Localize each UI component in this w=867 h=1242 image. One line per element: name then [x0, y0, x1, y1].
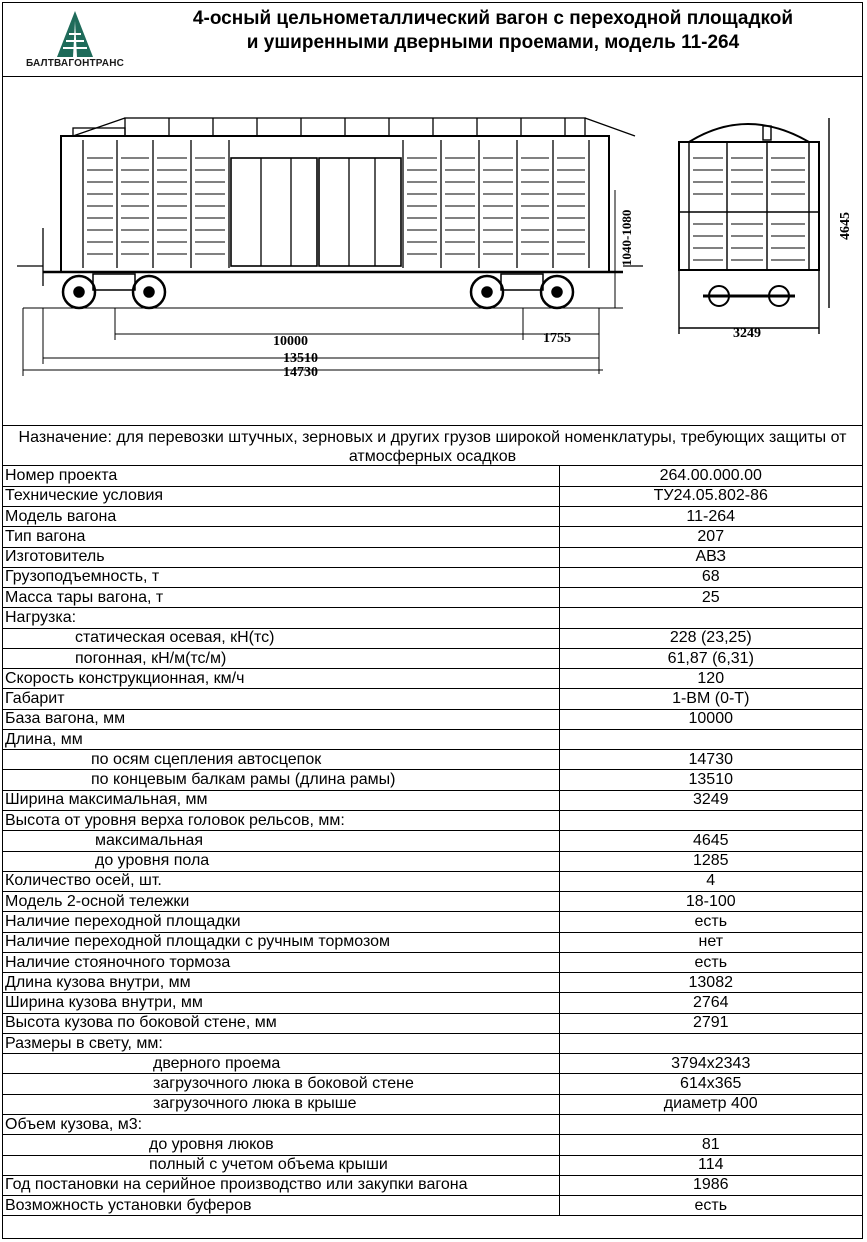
dim-overhang: 1755 — [543, 331, 571, 346]
title-line-1: 4-осный цельнометаллический вагон с переходной площадкой — [192, 8, 794, 29]
dim-length: 14730 — [283, 365, 318, 380]
table-row — [3, 689, 862, 709]
spec-label: дверного проема — [3, 1054, 559, 1074]
table-row — [3, 1094, 862, 1114]
wagon-drawing — [3, 78, 862, 426]
table-row — [3, 1013, 862, 1033]
spec-label: Возможность установки буферов — [3, 1196, 559, 1216]
table-row — [3, 952, 862, 972]
spec-label: Тип вагона — [3, 527, 559, 547]
bogies — [23, 274, 623, 308]
table-row — [3, 669, 862, 689]
spec-value: 11-264 — [559, 507, 862, 527]
spec-value: нет — [559, 932, 862, 952]
table-row — [3, 709, 862, 729]
dim-frame: 13510 — [283, 351, 318, 366]
spec-label: по осям сцепления автосцепок — [3, 750, 559, 770]
table-row — [3, 486, 862, 506]
spec-value: 228 (23,25) — [559, 628, 862, 648]
spec-value: есть — [559, 912, 862, 932]
header — [3, 3, 862, 77]
spec-value: 61,87 (6,31) — [559, 648, 862, 668]
spec-value: 1285 — [559, 851, 862, 871]
table-row — [3, 851, 862, 871]
spec-value: 3249 — [559, 790, 862, 810]
spec-value: есть — [559, 952, 862, 972]
title-line-2: и уширенными дверными проемами, модель 11-264 — [246, 32, 740, 53]
spec-label: загрузочного люка в крыше — [3, 1094, 559, 1114]
spec-value: 1986 — [559, 1175, 862, 1195]
spec-label: Длина, мм — [3, 729, 559, 749]
table-row — [3, 993, 862, 1013]
spec-value: 2791 — [559, 1013, 862, 1033]
table-row — [3, 750, 862, 770]
spec-value — [559, 608, 862, 628]
table-row — [3, 1175, 862, 1195]
spec-label: Количество осей, шт. — [3, 871, 559, 891]
spec-value: 3794х2343 — [559, 1054, 862, 1074]
spec-value: 4645 — [559, 831, 862, 851]
spec-label: Изготовитель — [3, 547, 559, 567]
table-row — [3, 1054, 862, 1074]
spec-value: 13082 — [559, 973, 862, 993]
table-row — [3, 608, 862, 628]
spec-label: по концевым балкам рамы (длина рамы) — [3, 770, 559, 790]
brand-logo — [17, 11, 133, 69]
spec-value: 4 — [559, 871, 862, 891]
spec-value — [559, 729, 862, 749]
page-title — [133, 7, 853, 55]
wagon-schematic — [3, 78, 862, 426]
brand-name: БАЛТВАГОНТРАНС — [25, 58, 125, 69]
spec-value: диаметр 400 — [559, 1094, 862, 1114]
table-row — [3, 527, 862, 547]
spec-label: Ширина максимальная, мм — [3, 790, 559, 810]
dim-floor: 1040-1080 — [619, 209, 634, 266]
table-row — [3, 1155, 862, 1175]
rail-track-logo-icon — [57, 11, 93, 57]
table-row — [3, 1196, 862, 1216]
wall-slats — [87, 158, 585, 254]
spec-label: погонная, кН/м(тс/м) — [3, 648, 559, 668]
table-row — [3, 628, 862, 648]
spec-value — [559, 1033, 862, 1053]
end-view — [679, 118, 829, 334]
spec-label: Грузоподъемность, т — [3, 567, 559, 587]
table-row — [3, 932, 862, 952]
table-row — [3, 1074, 862, 1094]
table-row — [3, 1135, 862, 1155]
table-row — [3, 790, 862, 810]
table-row — [3, 811, 862, 831]
table-row — [3, 567, 862, 587]
spec-label: до уровня люков — [3, 1135, 559, 1155]
spec-value: 18-100 — [559, 892, 862, 912]
spec-value — [559, 1115, 862, 1135]
spec-value: 81 — [559, 1135, 862, 1155]
spec-value: 14730 — [559, 750, 862, 770]
spec-label: максимальная — [3, 831, 559, 851]
spec-label: Нагрузка: — [3, 608, 559, 628]
spec-sheet — [2, 2, 863, 1239]
spec-value: АВЗ — [559, 547, 862, 567]
dim-width: 3249 — [733, 326, 761, 341]
spec-value: есть — [559, 1196, 862, 1216]
spec-value: ТУ24.05.802-86 — [559, 486, 862, 506]
spec-label: полный с учетом объема крыши — [3, 1155, 559, 1175]
dim-base: 10000 — [273, 334, 308, 349]
spec-label: Ширина кузова внутри, мм — [3, 993, 559, 1013]
table-row — [3, 1115, 862, 1135]
purpose-text: Назначение: для перевозки штучных, зерновых и других грузов широкой номенклатуры, требующих защиты от атмосферных осадков — [3, 427, 862, 466]
spec-label: Масса тары вагона, т — [3, 588, 559, 608]
spec-label: Наличие переходной площадки — [3, 912, 559, 932]
spec-label: Габарит — [3, 689, 559, 709]
spec-label: Высота от уровня верха головок рельсов, мм: — [3, 811, 559, 831]
table-row — [3, 729, 862, 749]
spec-value: 2764 — [559, 993, 862, 1013]
spec-label: Модель вагона — [3, 507, 559, 527]
spec-value: 614х365 — [559, 1074, 862, 1094]
spec-table — [3, 466, 862, 1216]
spec-label: до уровня пола — [3, 851, 559, 871]
spec-value: 13510 — [559, 770, 862, 790]
table-row — [3, 648, 862, 668]
spec-label: База вагона, мм — [3, 709, 559, 729]
table-row — [3, 770, 862, 790]
spec-value — [559, 811, 862, 831]
table-row — [3, 831, 862, 851]
table-row — [3, 1033, 862, 1053]
dim-height: 4645 — [838, 212, 853, 240]
table-row — [3, 973, 862, 993]
spec-label: Объем кузова, м3: — [3, 1115, 559, 1135]
spec-label: Длина кузова внутри, мм — [3, 973, 559, 993]
spec-value: 120 — [559, 669, 862, 689]
end-slats — [693, 158, 805, 260]
spec-label: статическая осевая, кН(тс) — [3, 628, 559, 648]
spec-label: Технические условия — [3, 486, 559, 506]
spec-label: Наличие переходной площадки с ручным тормозом — [3, 932, 559, 952]
spec-value: 10000 — [559, 709, 862, 729]
spec-label: Наличие стояночного тормоза — [3, 952, 559, 972]
spec-label: Номер проекта — [3, 466, 559, 486]
spec-value: 1-ВМ (0-Т) — [559, 689, 862, 709]
table-row — [3, 892, 862, 912]
spec-label: Год постановки на серийное производство или закупки вагона — [3, 1175, 559, 1195]
spec-value: 114 — [559, 1155, 862, 1175]
spec-label: Высота кузова по боковой стене, мм — [3, 1013, 559, 1033]
spec-value: 68 — [559, 567, 862, 587]
table-row — [3, 547, 862, 567]
spec-label: Размеры в свету, мм: — [3, 1033, 559, 1053]
spec-value: 264.00.000.00 — [559, 466, 862, 486]
table-row — [3, 466, 862, 486]
spec-label: загрузочного люка в боковой стене — [3, 1074, 559, 1094]
spec-label: Скорость конструкционная, км/ч — [3, 669, 559, 689]
table-row — [3, 912, 862, 932]
table-row — [3, 507, 862, 527]
spec-value: 25 — [559, 588, 862, 608]
side-view — [17, 118, 643, 286]
spec-value: 207 — [559, 527, 862, 547]
table-row — [3, 871, 862, 891]
spec-label: Модель 2-осной тележки — [3, 892, 559, 912]
table-row — [3, 588, 862, 608]
